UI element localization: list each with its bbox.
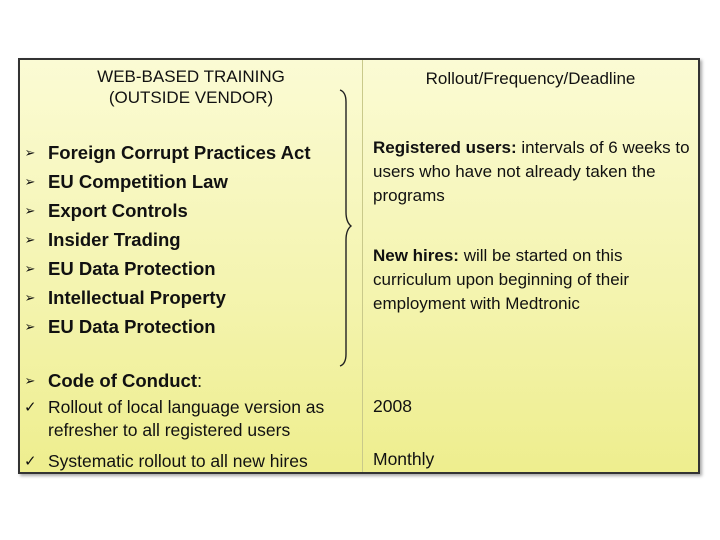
checkmark-icon: ✓ — [24, 453, 37, 470]
brace-icon — [338, 88, 352, 368]
arrow-bullet-icon: ➢ — [24, 203, 36, 218]
registered-users-text: intervals of 6 weeks to users who have not already taken the programs — [373, 138, 690, 205]
code-of-conduct-colon: : — [197, 370, 203, 391]
new-hires-frequency: Monthly — [373, 449, 435, 469]
refresher-year: 2008 — [373, 396, 412, 416]
arrow-bullet-icon: ➢ — [24, 319, 36, 334]
checkmark-icon: ✓ — [24, 399, 37, 416]
new-hires-text: will be started on this curriculum upon beginning of their employment with Medtronic — [373, 246, 630, 313]
left-column: WEB-BASED TRAINING (OUTSIDE VENDOR) ➢ Foreign Corrupt Practices Act ➢ EU Competition Law ➢ Export Controls ➢ Insider Trading ➢ EU Data Protection ➢ Intellectual Property ➢ EU Data Protection ➢ Code of Conduct: ✓ Rollout of local language version as refresher to all registered users ✓ Systematic rollout to all new hires — [20, 60, 363, 472]
training-table — [18, 58, 700, 474]
arrow-bullet-icon: ➢ — [24, 145, 36, 160]
arrow-bullet-icon: ➢ — [24, 373, 36, 388]
new-hires-note — [373, 244, 703, 316]
registered-users-note — [373, 136, 703, 208]
right-column — [363, 60, 698, 472]
code-of-conduct-title: Code of Conduct — [48, 370, 198, 391]
arrow-bullet-icon: ➢ — [24, 290, 36, 305]
left-header: WEB-BASED TRAINING (OUTSIDE VENDOR) — [97, 67, 285, 107]
registered-users-lead: Registered users: — [373, 138, 517, 157]
arrow-bullet-icon: ➢ — [24, 174, 36, 189]
arrow-bullet-icon: ➢ — [24, 261, 36, 276]
new-hires-lead: New hires: — [373, 246, 459, 265]
arrow-bullet-icon: ➢ — [24, 232, 36, 247]
right-header: Rollout/Frequency/Deadline — [425, 69, 636, 88]
